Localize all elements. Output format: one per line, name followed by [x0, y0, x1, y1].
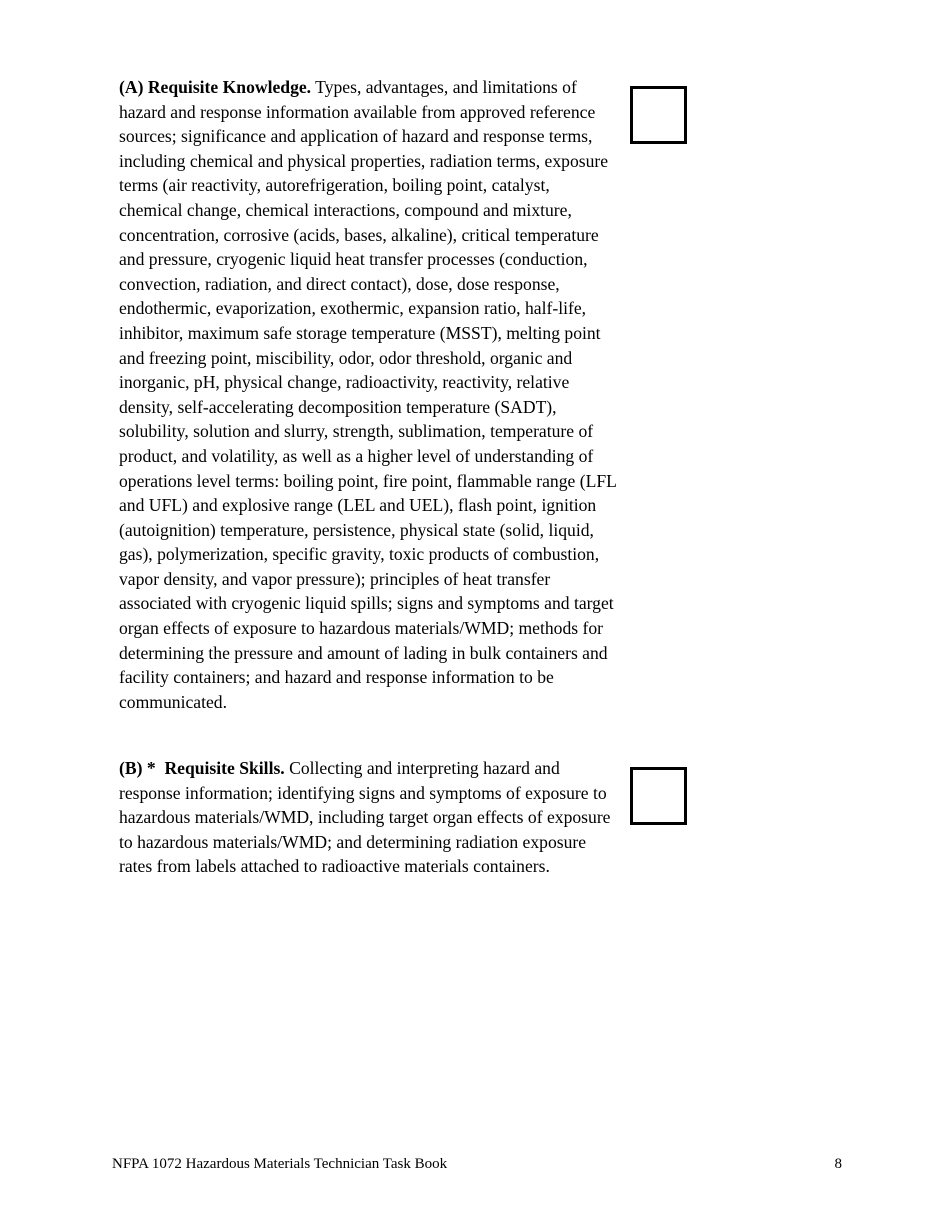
section-b-body: Collecting and interpreting hazard and response information; identifying signs and symptoms of exposure to hazardous materials/WMD, including target organ effects of exposure to hazardous materials/WMD; and determining radiation exposure rates from labels attached to radioactive materials containers. — [119, 758, 611, 877]
section-b-heading: Requisite Skills. — [164, 758, 285, 778]
page-number: 8 — [834, 1156, 842, 1172]
section-a-label: (A) — [119, 77, 144, 97]
section-a-heading: Requisite Knowledge. — [147, 77, 312, 97]
section-a-body: Types, advantages, and limitations of hazard and response information available from approved reference sources; significance and application of hazard and response terms, including chemical and physical properties, radiation terms, exposure terms (air reactivity, autorefrigeration, boiling point, catalyst, chemical change, chemical interactions, compound and mixture, concentration, corrosive (acids, bases, alkaline), critical temperature and pressure, cryogenic liquid heat transfer processes (conduction, convection, radiation, and direct contact), dose, dose response, endothermic, evaporization, exothermic, expansion ratio, half-life, inhibitor, maximum safe storage temperature (MSST), melting point and freezing point, miscibility, odor, odor threshold, organic and inorganic, pH, physical change, radioactivity, reactivity, relative density, self-accelerating decomposition temperature (SADT), solubility, solution and slurry, strength, sublimation, temperature of product, and volatility, as well as a higher level of understanding of operations level terms: boiling point, fire point, flammable range (LFL and UFL) and explosive range (LEL and UEL), flash point, ignition (autoignition) temperature, persistence, physical state (solid, liquid, gas), polymerization, specific gravity, toxic products of combustion, vapor density, and vapor pressure); principles of heat transfer associated with cryogenic liquid spills; signs and symptoms and target organ effects of exposure to hazardous materials/WMD; methods for determining the pressure and amount of lading in bulk containers and facility containers; and hazard and response information to be communicated. — [119, 77, 617, 712]
footer-title: NFPA 1072 Hazardous Materials Technician Task Book — [112, 1156, 448, 1172]
section-b-checkbox[interactable] — [630, 767, 687, 825]
section-a-checkbox[interactable] — [630, 86, 687, 144]
section-b-paragraph — [119, 756, 617, 879]
section-a-paragraph — [119, 75, 617, 714]
section-b-label: (B) * — [119, 758, 156, 778]
